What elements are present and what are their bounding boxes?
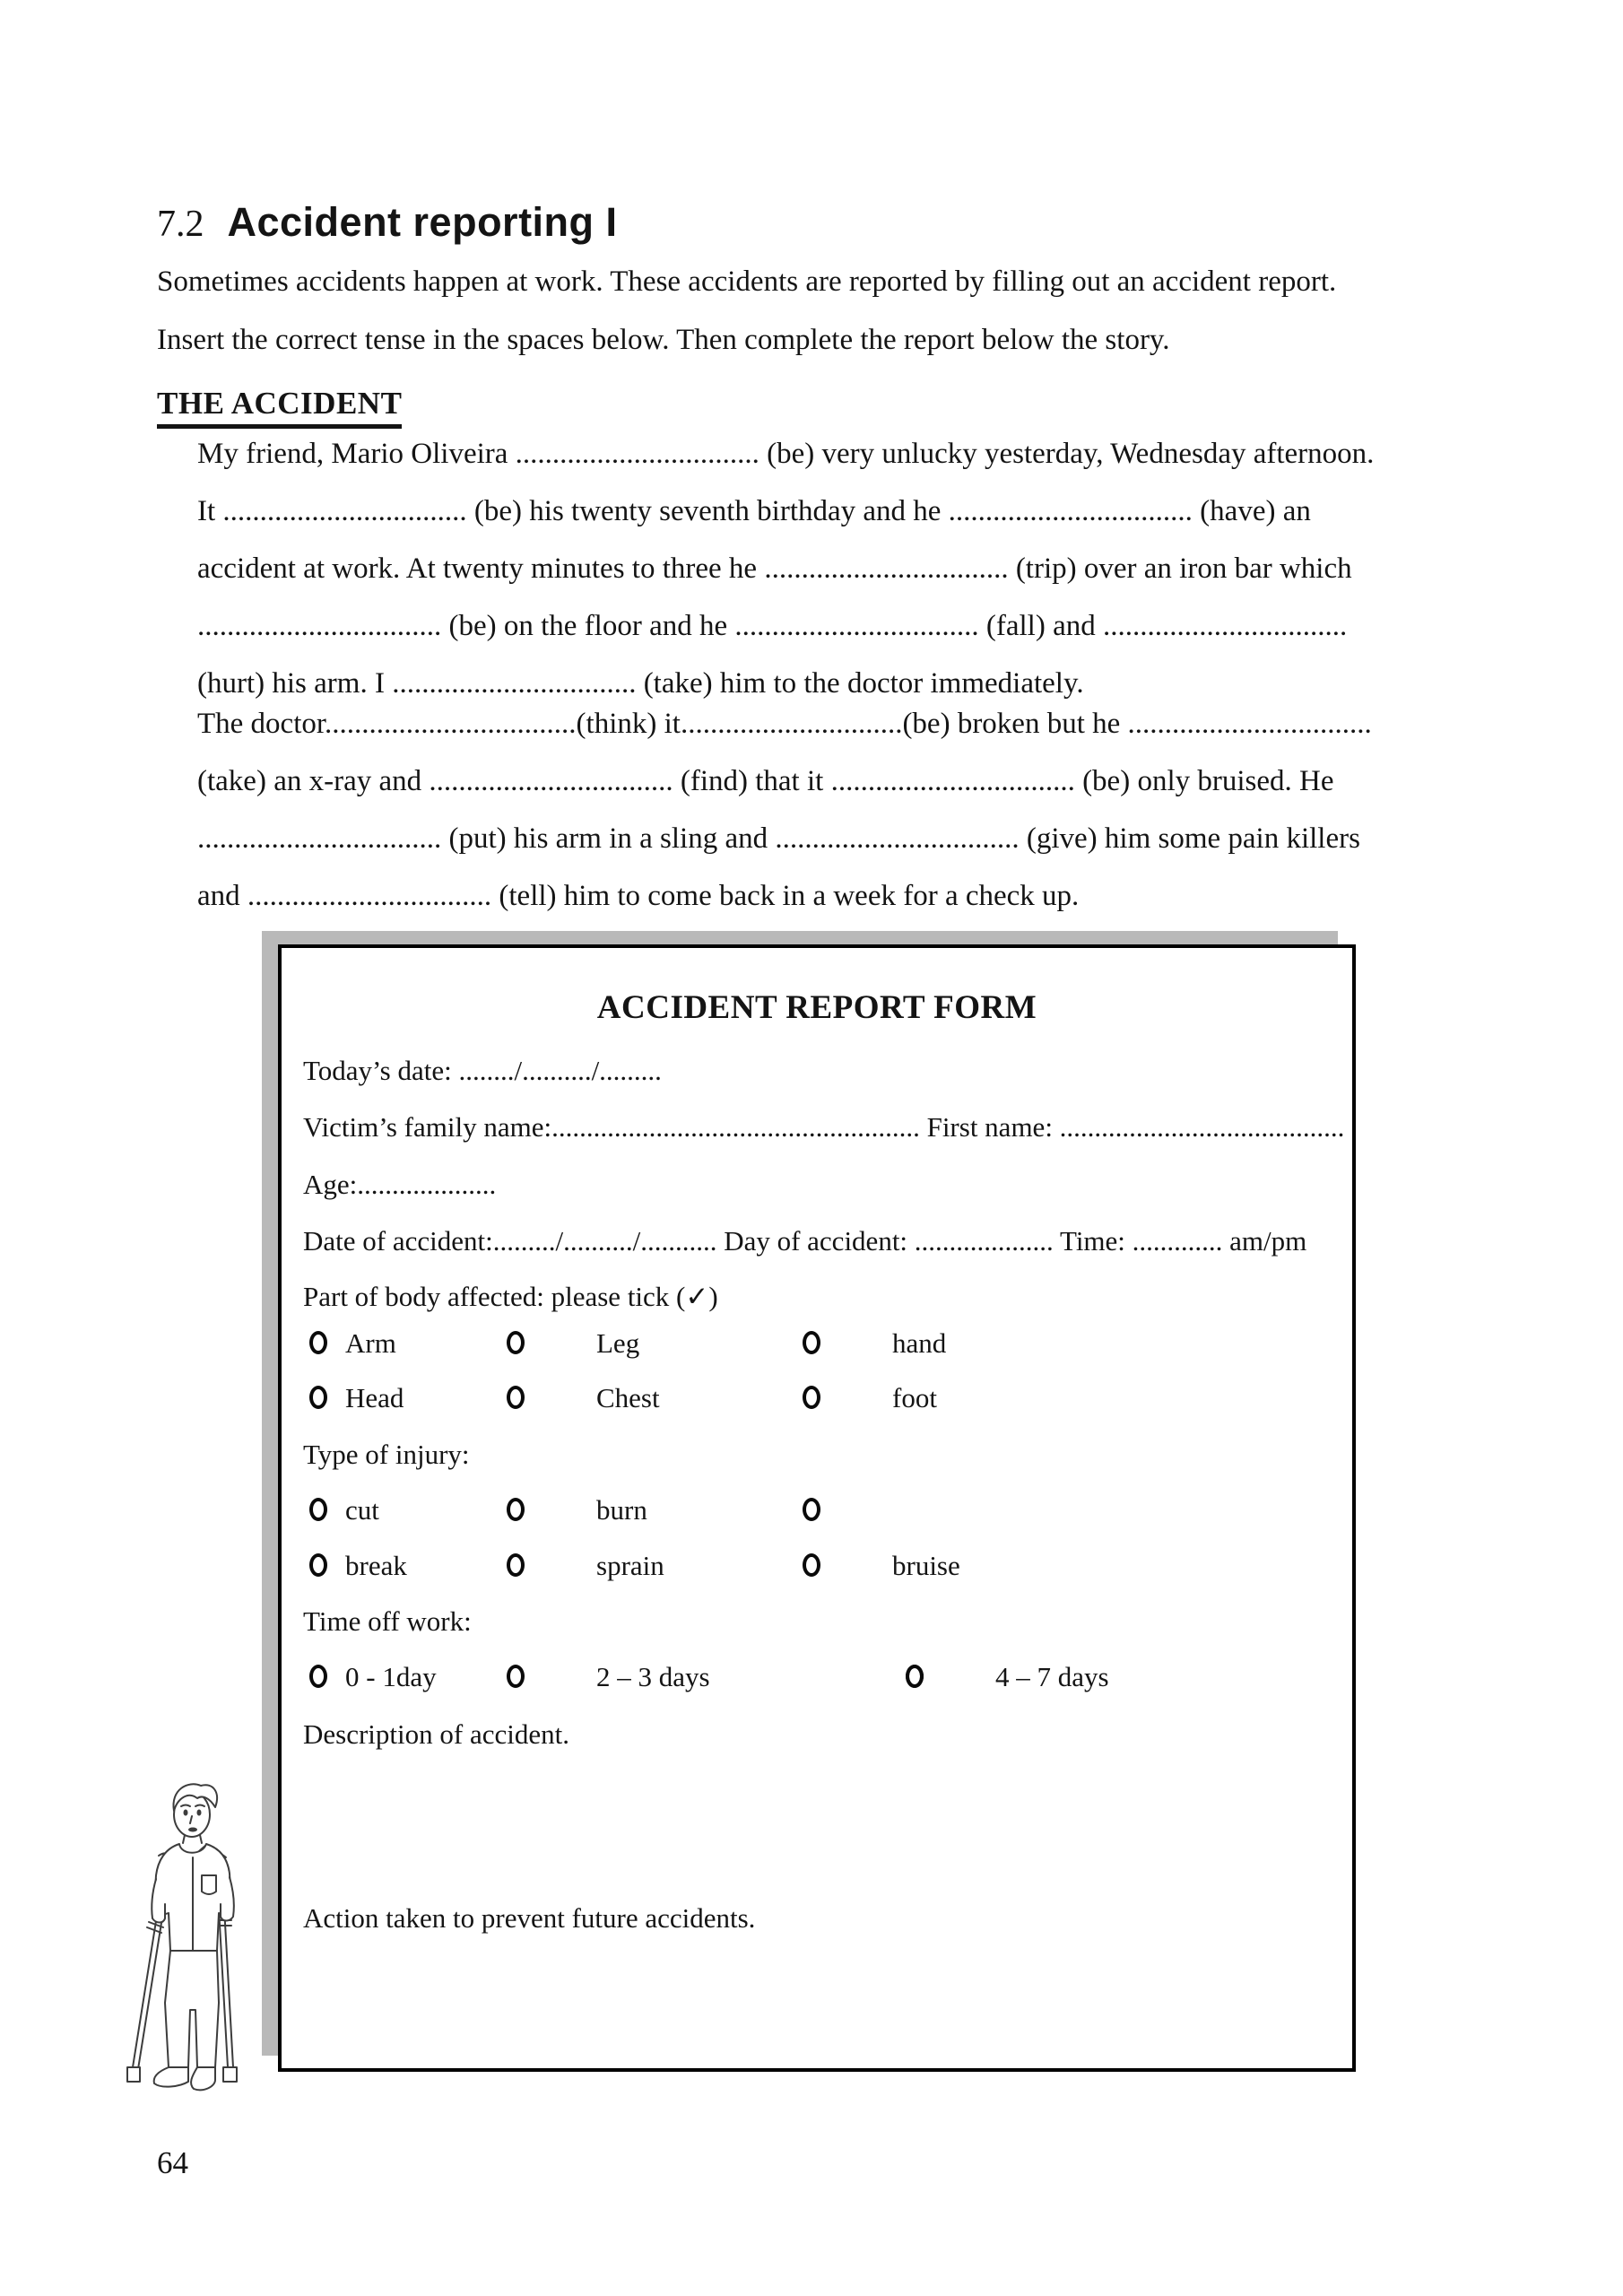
injury-row-2 xyxy=(282,1548,1352,1586)
body-part-row-2 xyxy=(282,1380,1352,1418)
tick-circle-icon xyxy=(309,1498,327,1521)
option-label: break xyxy=(345,1550,407,1581)
option-label: Chest xyxy=(596,1382,660,1413)
section-number: 7.2 xyxy=(157,204,204,245)
story-line: accident at work. At twenty minutes to three he ................................. (trip) over an iron bar which xyxy=(197,552,1352,585)
tick-circle-icon xyxy=(309,1386,327,1409)
form-line-accident-date: Date of accident:........./........../........... Day of accident: .................... Time: ............. am/pm xyxy=(303,1225,1307,1257)
option-label: cut xyxy=(345,1494,379,1526)
page-number: 64 xyxy=(157,2145,188,2180)
option-label: 0 - 1day xyxy=(345,1661,437,1692)
body-part-row-1 xyxy=(282,1326,1352,1363)
option-label: 2 – 3 days xyxy=(596,1661,710,1692)
option-label: foot xyxy=(892,1382,937,1413)
story-line: It ................................. (be) his twenty seventh birthday and he ................................. (have) an xyxy=(197,495,1311,527)
tick-circle-icon xyxy=(507,1331,525,1354)
option-label: bruise xyxy=(892,1550,960,1581)
option-label: hand xyxy=(892,1327,947,1359)
option-label: burn xyxy=(596,1494,647,1526)
form-title: ACCIDENT REPORT FORM xyxy=(596,989,1037,1026)
form-line-victim-name: Victim’s family name:..................................................... First name: ......................................... xyxy=(303,1111,1345,1143)
tick-circle-icon xyxy=(309,1665,327,1688)
form-line-age: Age:.................... xyxy=(303,1169,497,1200)
page-title: Accident reporting I xyxy=(227,199,618,245)
option-label: Arm xyxy=(345,1327,396,1359)
tick-circle-icon xyxy=(803,1331,820,1354)
story-line: and ................................. (tell) him to come back in a week for a check up. xyxy=(197,880,1080,912)
story-line: My friend, Mario Oliveira ................................. (be) very unlucky yesterday, Wednesday afternoon. xyxy=(197,438,1375,470)
story-paragraph-2 xyxy=(197,695,1444,925)
tick-circle-icon xyxy=(309,1553,327,1577)
option-label: Leg xyxy=(596,1327,640,1359)
intro-paragraph xyxy=(157,253,1430,370)
tick-circle-icon xyxy=(803,1498,820,1521)
option-label: Head xyxy=(345,1382,404,1413)
form-line-injury-prompt: Type of injury: xyxy=(303,1439,470,1470)
tick-circle-icon xyxy=(803,1386,820,1409)
tick-circle-icon xyxy=(507,1553,525,1577)
story-line: ................................. (be) on the floor and he ................................. (fall) and ................................. xyxy=(197,610,1348,642)
intro-line: Insert the correct tense in the spaces below. Then complete the report below the story. xyxy=(157,324,1170,356)
story-line: (hurt) his arm. I ................................. (take) him to the doctor immediately. xyxy=(197,667,1084,700)
section-title xyxy=(157,199,618,246)
time-off-row xyxy=(282,1659,1352,1697)
form-line-todays-date: Today’s date: ......../........../......... xyxy=(303,1055,662,1086)
injury-row-1 xyxy=(282,1492,1352,1530)
form-line-description: Description of accident. xyxy=(303,1718,569,1750)
story-heading: THE ACCIDENT xyxy=(157,386,402,429)
man-on-crutches-illustration xyxy=(115,1779,267,2115)
form-line-time-off-prompt: Time off work: xyxy=(303,1605,472,1637)
form-line-action: Action taken to prevent future accidents. xyxy=(303,1902,756,1934)
intro-line: Sometimes accidents happen at work. These accidents are reported by filling out an accident report. xyxy=(157,265,1337,298)
story-line: ................................. (put) his arm in a sling and ................................. (give) him some pain killers xyxy=(197,822,1360,855)
tick-circle-icon xyxy=(906,1665,924,1688)
tick-circle-icon xyxy=(803,1553,820,1577)
story-line: The doctor..................................(think) it..............................(be) broken but he ................................. xyxy=(197,708,1372,740)
tick-circle-icon xyxy=(309,1331,327,1354)
tick-circle-icon xyxy=(507,1665,525,1688)
story-line: (take) an x-ray and ................................. (find) that it ................................. (be) only bruised. He xyxy=(197,765,1334,797)
story-paragraph-1 xyxy=(197,425,1444,712)
option-label: sprain xyxy=(596,1550,664,1581)
option-label: 4 – 7 days xyxy=(995,1661,1109,1692)
form-line-body-part-prompt: Part of body affected: please tick (✓) xyxy=(303,1281,718,1312)
accident-report-form xyxy=(278,944,1356,2072)
tick-circle-icon xyxy=(507,1498,525,1521)
tick-circle-icon xyxy=(507,1386,525,1409)
